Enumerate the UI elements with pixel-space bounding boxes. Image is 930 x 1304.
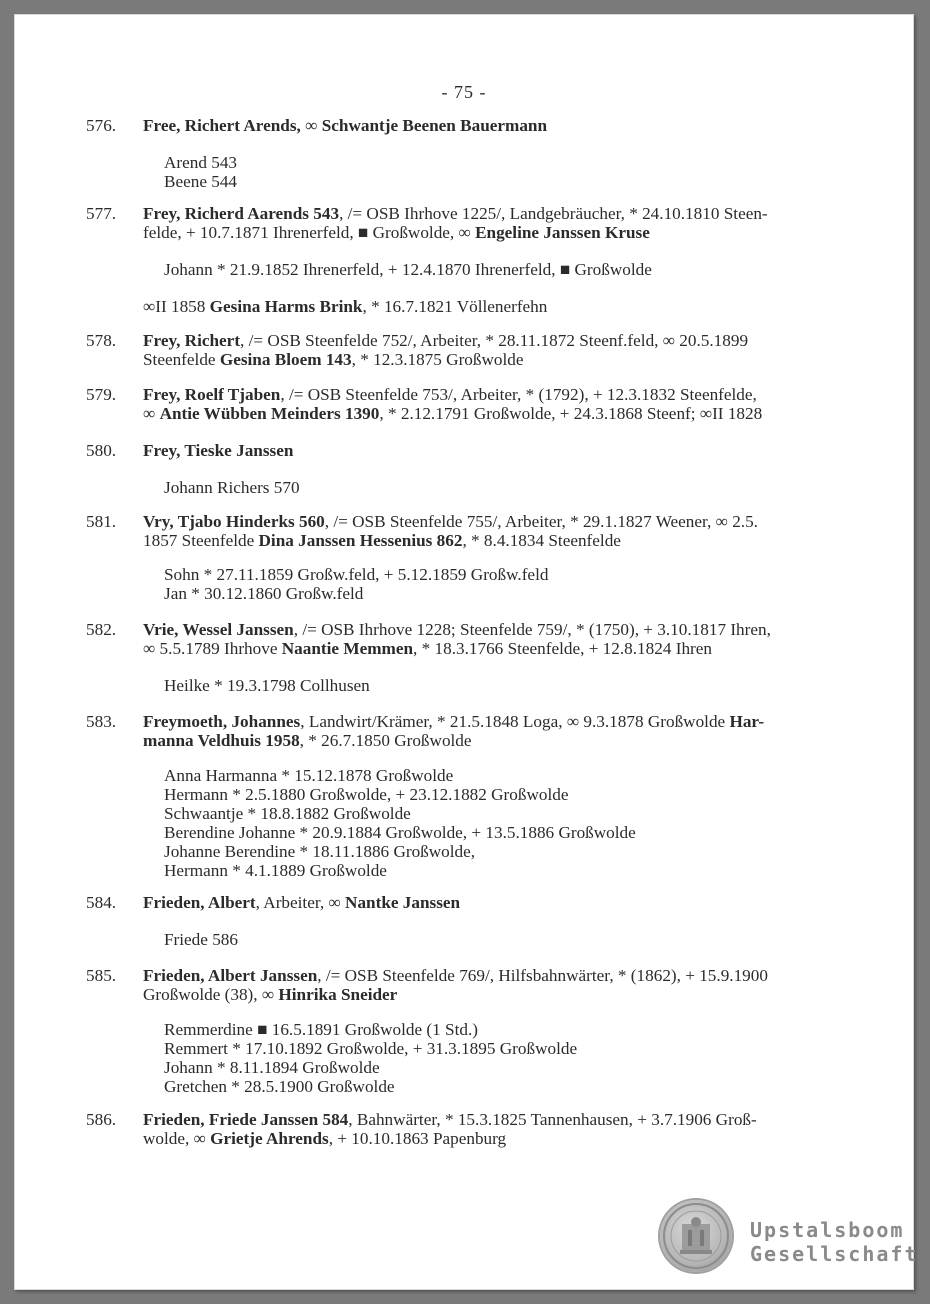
entry-number: 586. [86,1110,117,1129]
entry-details: , /= OSB Steenfelde 755/, Arbeiter, * 29.1.1827 Weener, ∞ 2.5. [324,512,758,531]
entry-details: , Bahnwärter, * 15.3.1825 Tannenhausen, + 3.7.1906 Groß- [348,1110,757,1129]
entry-582 [86,620,854,695]
entry-number: 579. [86,385,117,404]
spouse-name: Grietje Ahrends [210,1129,329,1148]
entry-number: 584. [86,893,117,912]
spouse-name: Antie Wübben Meinders 1390 [159,404,380,423]
entry-number: 578. [86,331,117,350]
entry-number: 582. [86,620,117,639]
spouse-name: Gesina Harms Brink [209,297,363,316]
spouse-name: Naantie Memmen [281,639,414,658]
person-name: Freymoeth, Johannes [143,712,301,731]
spouse-details: , * 12.3.1875 Großwolde [351,350,524,369]
person-name: Frieden, Albert Janssen [143,966,318,985]
society-name [750,1218,919,1266]
society-name-line1: Upstalsboom [750,1218,905,1242]
child-line: Heilke * 19.3.1798 Collhusen [164,676,370,695]
entry-details: , /= OSB Steenfelde 753/, Arbeiter, * (1792), + 12.3.1832 Steenfelde, [280,385,757,404]
page-number: - 75 - [441,82,487,102]
entry-583 [86,712,854,880]
spouse-name: Nantke Janssen [345,893,461,912]
child-line: Arend 543 [164,153,238,172]
child-line: Beene 544 [164,172,238,191]
entry-details: , /= OSB Ihrhove 1228; Steenfelde 759/, * (1750), + 3.10.1817 Ihren, [293,620,771,639]
person-name: Vrie, Wessel Janssen [143,620,294,639]
entry-number: 577. [86,204,117,223]
entry-585 [86,966,854,1096]
child-line: Johanne Berendine * 18.11.1886 Großwolde, [164,842,476,861]
child-line: Johann * 8.11.1894 Großwolde [164,1058,380,1077]
entry-details: , Arbeiter, ∞ [255,893,346,912]
entry-details-cont: felde, + 10.7.1871 Ihrenerfeld, ■ Großwolde, ∞ [143,223,476,242]
entry-580 [86,441,854,497]
spouse-details: , * 18.3.1766 Steenfelde, + 12.8.1824 Ihren [413,639,712,658]
child-line: Schwaantje * 18.8.1882 Großwolde [164,804,411,823]
child-line: Remmerdine ■ 16.5.1891 Großwolde (1 Std.) [164,1020,478,1039]
child-line: Berendine Johanne * 20.9.1884 Großwolde, + 13.5.1886 Großwolde [164,823,636,842]
child-line: Remmert * 17.10.1892 Großwolde, + 31.3.1895 Großwolde [164,1039,578,1058]
entry-579 [86,385,854,423]
person-name: Vry, Tjabo Hinderks 560 [143,512,325,531]
person-name: Frey, Richerd Aarends 543 [143,204,340,223]
child-line: Sohn * 27.11.1859 Großw.feld, + 5.12.1859 Großw.feld [164,565,549,584]
spouse-details: , * 2.12.1791 Großwolde, + 24.3.1868 Steenf; ∞II 1828 [379,404,763,423]
child-line: Anna Harmanna * 15.12.1878 Großwolde [164,766,454,785]
child-line: Friede 586 [164,930,238,949]
entry-details: , Landwirt/Krämer, * 21.5.1848 Loga, ∞ 9.3.1878 Großwolde [300,712,730,731]
person-name: Frey, Roelf Tjaben [143,385,281,404]
entry-584 [86,893,854,949]
entry-details-cont: Steenfelde [143,350,220,369]
entry-number: 585. [86,966,117,985]
entry-581 [86,512,854,603]
entry-details: , /= OSB Steenfelde 769/, Hilfsbahnwärter, * (1862), + 15.9.1900 [317,966,768,985]
spouse-name-part: Har- [729,712,765,731]
child-line: Hermann * 2.5.1880 Großwolde, + 23.12.1882 Großwolde [164,785,569,804]
marriage-symbol: ∞ [305,116,318,135]
spouse-details: , * 26.7.1850 Großwolde [299,731,472,750]
spouse-details: , + 10.10.1863 Papenburg [328,1129,507,1148]
child-line: Hermann * 4.1.1889 Großwolde [164,861,387,880]
entry-details-cont: wolde, ∞ [143,1129,211,1148]
entry-578 [86,331,854,369]
document-page [14,14,919,1290]
child-line: Gretchen * 28.5.1900 Großwolde [164,1077,395,1096]
spouse-name: Gesina Bloem 143 [219,350,352,369]
society-seal-icon [660,1200,732,1272]
spouse-details: , * 16.7.1821 Völlenerfehn [362,297,548,316]
person-name: Frieden, Friede Janssen 584 [143,1110,349,1129]
spouse-name: Dina Janssen Hessenius 862 [258,531,463,550]
child-line: Jan * 30.12.1860 Großw.feld [164,584,364,603]
entry-number: 580. [86,441,117,460]
entry-577 [86,204,854,316]
child-line: Johann Richers 570 [164,478,300,497]
entry-576 [86,116,854,191]
person-name: Frey, Tieske Janssen [143,441,294,460]
child-line: Johann * 21.9.1852 Ihrenerfeld, + 12.4.1870 Ihrenerfeld, ■ Großwolde [164,260,652,279]
society-name-line2: Gesellschaft [750,1242,919,1266]
person-name: Frey, Richert [143,331,241,350]
entry-details-cont: ∞ 5.5.1789 Ihrhove [143,639,282,658]
person-name: Free, Richert Arends, [143,116,301,135]
spouse-name: Hinrika Sneider [278,985,398,1004]
entry-details-cont: Großwolde (38), ∞ [143,985,279,1004]
entry-number: 583. [86,712,117,731]
entry-details-cont: ∞ [143,404,160,423]
second-marriage: ∞II 1858 [143,297,210,316]
entry-586 [86,1110,854,1148]
entry-details: , /= OSB Ihrhove 1225/, Landgebräucher, * 24.10.1810 Steen- [339,204,768,223]
entry-details-cont: 1857 Steenfelde [143,531,259,550]
spouse-name: Engeline Janssen Kruse [475,223,650,242]
spouse-name: Schwantje Beenen Bauermann [321,116,548,135]
spouse-details: , * 8.4.1834 Steenfelde [462,531,621,550]
entry-number: 581. [86,512,117,531]
entry-details: , /= OSB Steenfelde 752/, Arbeiter, * 28.11.1872 Steenf.feld, ∞ 20.5.1899 [240,331,749,350]
spouse-name: manna Veldhuis 1958 [143,731,300,750]
person-name: Frieden, Albert [143,893,256,912]
entry-number: 576. [86,116,117,135]
